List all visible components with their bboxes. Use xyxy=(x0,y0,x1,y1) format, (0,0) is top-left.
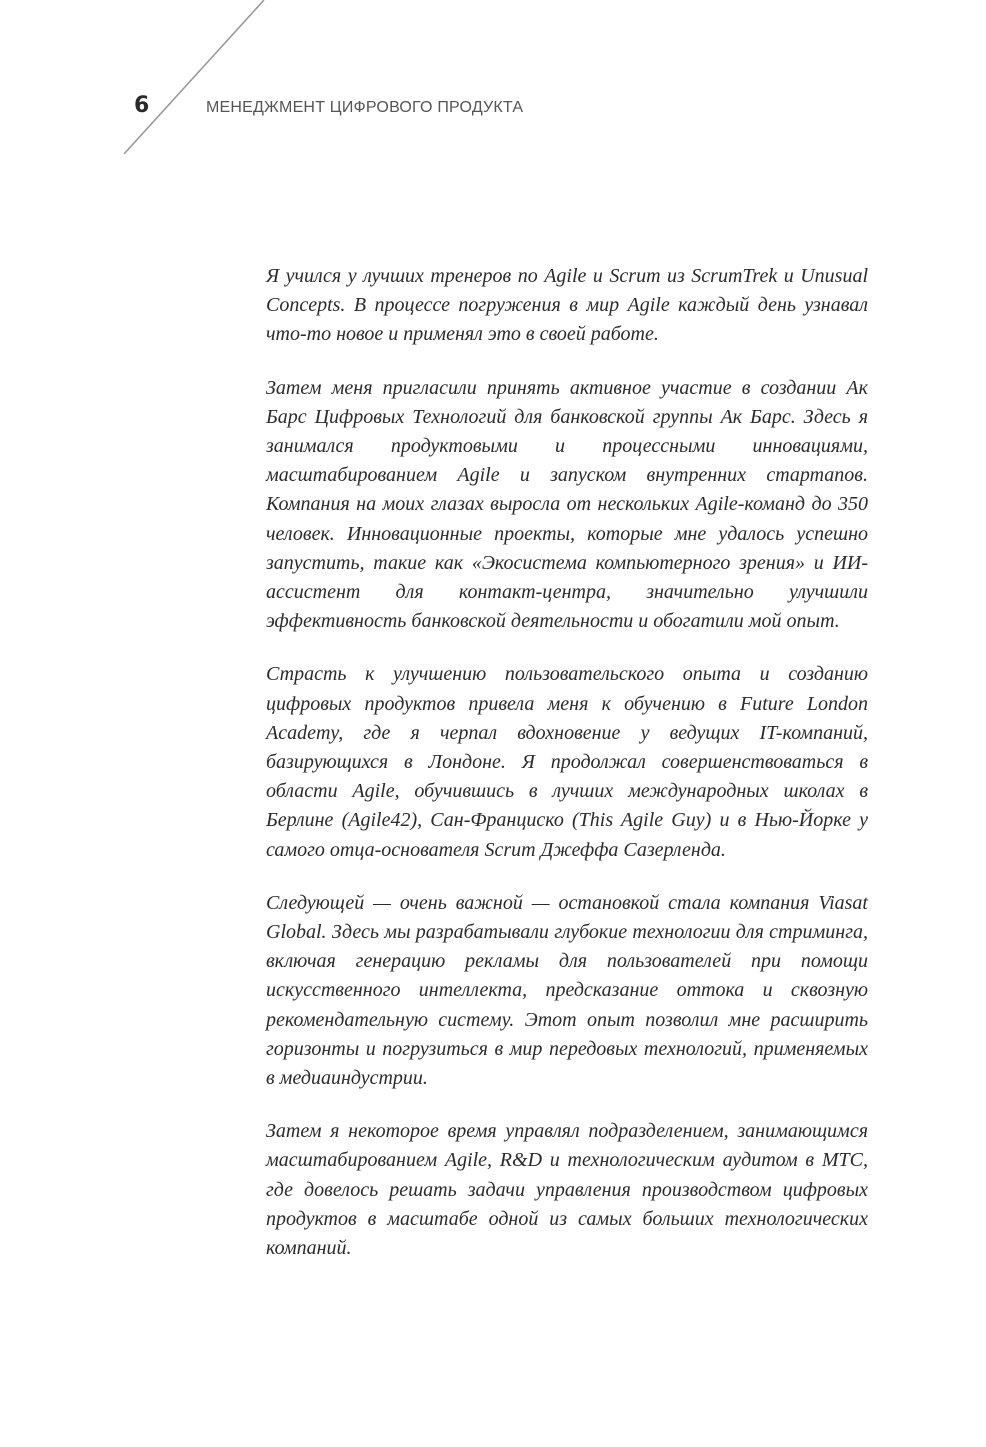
paragraph: Я учился у лучших тренеров по Agile и Scrum из ScrumTrek и Unusual Concepts. В процессе погружения в мир Agile каждый день узнавал что-то новое и применял это в своей работе. xyxy=(266,265,868,346)
paragraph: Страсть к улучшению пользовательского опыта и созданию цифровых продуктов привела меня к обучению в Future London Academy, где я черпал вдохновение у ведущих IT-компаний, базирующихся в Лондоне. Я продолжал совершенствоваться в области Agile, обучившись в лучших международных школах в Берлине (Agile42), Сан-Франциско (This Agile Guy) и в Нью-Йорке у самого отца-основателя Scrum Джеффа Сазерленда. xyxy=(266,663,868,861)
paragraph: Затем меня пригласили принять активное участие в создании Ак Барс Цифровых Технологий для банковской группы Ак Барс. Здесь я занимался продуктовыми и процессными инновациями, масштабированием Agile и запуском внутренних стартапов. Компания на моих глазах выросла от нескольких Agile-команд до 350 человек. Инновационные проекты, которые мне удалось успешно запустить, такие как «Экосистема компьютерного зрения» и ИИ-ассистент для контакт-центра, значительно улучшили эффективность банковской деятельности и обогатили мой опыт. xyxy=(266,376,868,633)
paragraph: Затем я некоторое время управлял подразделением, занимающимся масштабированием Agile, R&D и технологическим аудитом в МТС, где довелось решать задачи управления производством цифровых продуктов в масштабе одной из самых больших технологических компаний. xyxy=(266,1120,868,1260)
paragraph: Следующей — очень важной — остановкой стала компания Viasat Global. Здесь мы разрабатывали глубокие технологии для стриминга, включая генерацию рекламы для пользователей при помощи искусственного интеллекта, предсказание оттока и сквозную рекомендательную систему. Этот опыт позволил мне расширить горизонты и погрузиться в мир передовых технологий, применяемых в медиаиндустрии. xyxy=(266,891,868,1090)
body-text xyxy=(266,262,868,1287)
page-number: 6 xyxy=(134,93,150,118)
running-head: МЕНЕДЖМЕНТ ЦИФРОВОГО ПРОДУКТА xyxy=(206,99,524,116)
decorative-diagonal-line xyxy=(0,0,300,170)
